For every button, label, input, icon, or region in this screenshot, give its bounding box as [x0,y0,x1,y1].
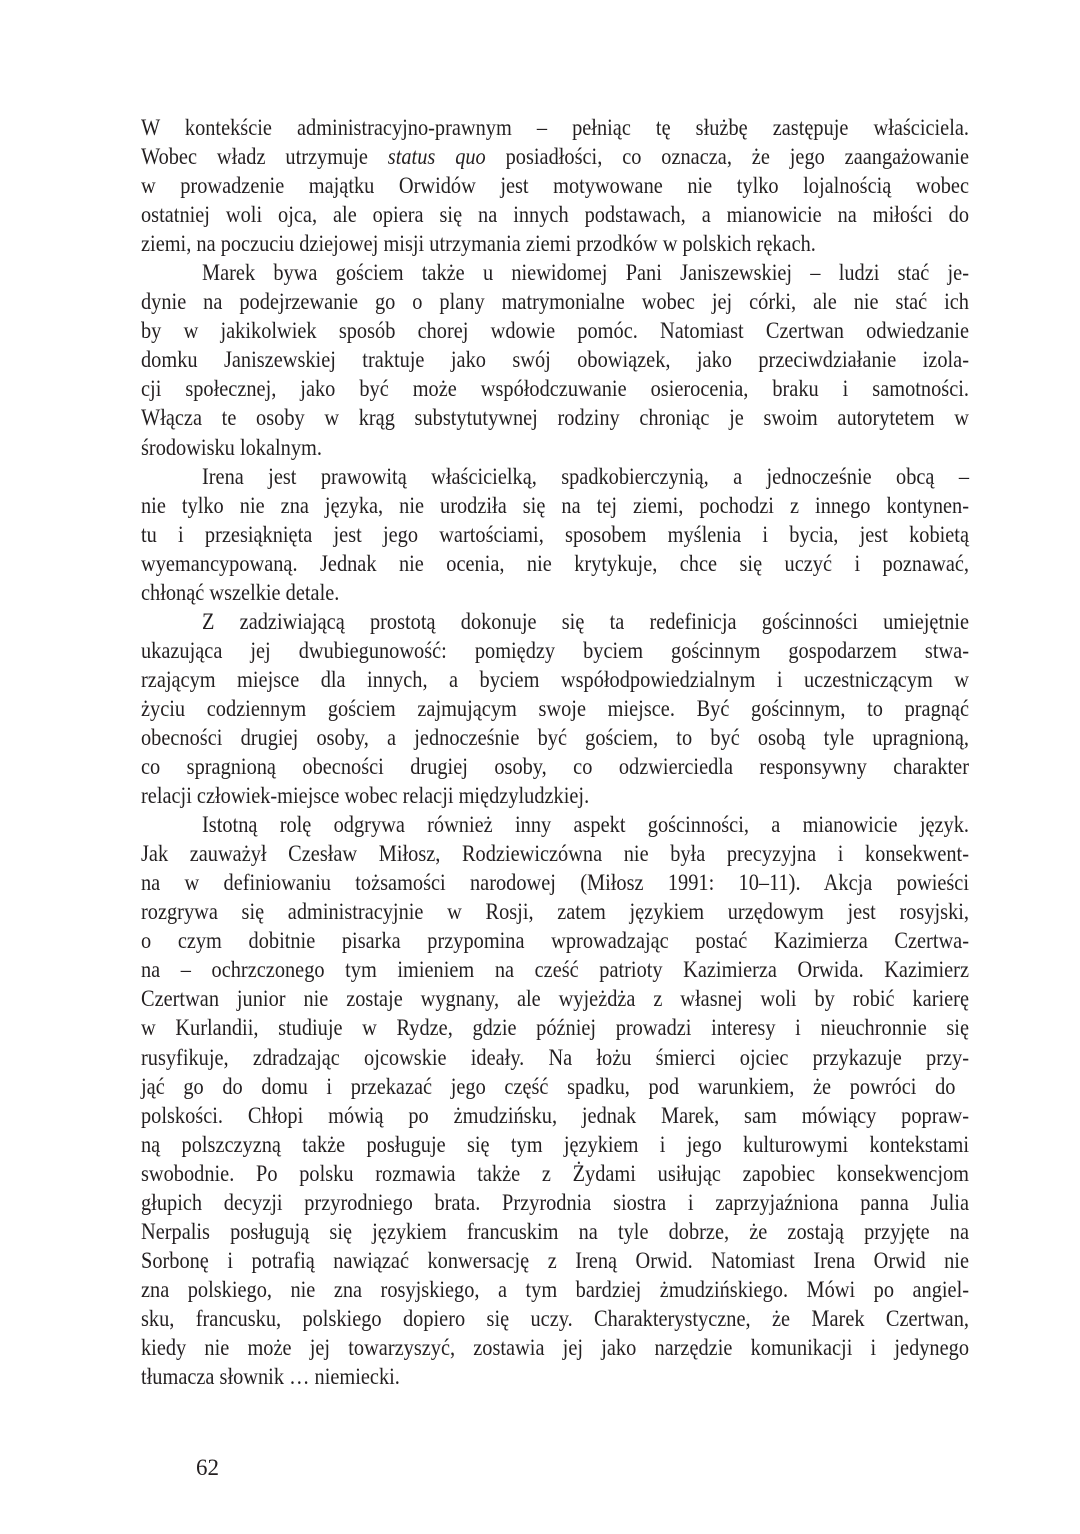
text-line: ną polszczyzną także posługuje się tym językiem i jego kulturowymi kontekstami [141,1131,970,1157]
text-line: cji społecznej, jako być może współodczuwanie osierocenia, braku i samotności. [141,376,970,402]
text-line: swobodnie. Po polsku rozmawia także z Żydami usiłując zapobiec konsekwencjom [141,1160,970,1186]
text-line: w Kurlandii, studiuje w Rydze, gdzie później prowadzi interesy i nieuchronnie się [141,1015,970,1041]
text-line: życiu codziennym gościem zajmującym swoje miejsce. Być gościnnym, to pragnąć [141,695,970,721]
paragraph [141,462,969,607]
text-line: Jak zauważył Czesław Miłosz, Rodziewiczówna nie była precyzyjna i konsekwent- [141,841,970,867]
text-line: Marek bywa gościem także u niewidomej Pani Janiszewskiej – ludzi stać je- [202,260,969,286]
text-line: w prowadzenie majątku Orwidów jest motywowane nie tylko lojalnością wobec [141,173,970,199]
text-line: kiedy nie może jej towarzyszyć, zostawia jej jako narzędzie komunikacji i jedynego [141,1334,970,1360]
text-line: domku Janiszewskiej traktuje jako swój obowiązek, jako przeciwdziałanie izola- [141,347,970,373]
paragraph [141,810,969,1391]
text-line: W kontekście administracyjno-prawnym – pełniąc tę służbę zastępuje właściciela. [141,115,970,140]
paragraph [141,258,969,461]
text-line: środowisku lokalnym. [141,434,322,460]
text-line: zna polskiego, nie zna rosyjskiego, a tym bardziej żmudzińskiego. Mówi po angiel- [141,1276,970,1302]
text-line: tu i przesiąknięta jest jego wartościami, sposobem myślenia i bycia, jest kobietą [141,521,970,547]
text-line: Istotną rolę odgrywa również inny aspekt gościnności, a mianowicie język. [202,812,970,838]
paragraph [141,113,969,258]
text-line: ziemi, na poczuciu dziejowej misji utrzymania ziemi przodków w polskich rękach. [141,231,816,257]
text-line: na w definiowaniu tożsamości narodowej (Miłosz 1991: 10–11). Akcja powieści [141,870,970,896]
text-line: wyemancypowaną. Jednak nie ocenia, nie krytykuje, chce się uczyć i poznawać, [141,550,970,576]
text-line: relacji człowiek-miejsce wobec relacji międzyludzkiej. [141,783,590,809]
text-line: nie tylko nie zna języka, nie urodziła się na tej ziemi, pochodzi z innego kontynen- [141,492,970,518]
text-line: dynie na podejrzewanie go o plany matrymonialne wobec jej córki, ale nie stać ich [141,289,970,315]
text-line: obecności drugiej osoby, a jednocześnie być gościem, to być osobą tyle upragnioną, [141,724,970,750]
text-line: tłumacza słownik … niemiecki. [141,1364,400,1390]
text-line: sku, francusku, polskiego dopiero się uczy. Charakterystyczne, że Marek Czertwan, [141,1305,970,1331]
text-line: Irena jest prawowitą właścicielką, spadkobierczynią, a jednocześnie obcą – [202,463,970,489]
text-line: co spragnioną obecności drugiej osoby, co odzwierciedla responsywny charakter [141,754,970,780]
text-line: Z zadziwiającą prostotą dokonuje się ta redefinicja gościnności umiejętnie [202,608,970,634]
text-line: Czertwan junior nie zostaje wygnany, ale wyjeżdża z własnej woli by robić karierę [141,986,970,1012]
text-line: ukazująca jej dwubiegunowość: pomiędzy byciem gościnnym gospodarzem stwa- [141,637,970,663]
text-line: rozgrywa się administracyjnie w Rosji, zatem językiem urzędowym jest rosyjski, [141,899,970,925]
text-line: na – ochrzczonego tym imieniem na cześć patrioty Kazimierza Orwida. Kazimierz [141,957,970,983]
text-line: rzającym miejsce dla innych, a byciem współodpowiedzialnym i uczestniczącym w [141,666,970,692]
page-body [141,113,969,1391]
text-line: Nerpalis posługują się językiem francuskim na tyle dobrze, że zostają przyjęte na [141,1218,970,1244]
paragraph [141,607,969,810]
text-line: Włącza te osoby w krąg substytutywnej rodziny chroniąc je swoim autorytetem w [141,405,970,431]
text-line: o czym dobitnie pisarka przypomina wprowadzając postać Kazimierza Czertwa- [141,928,970,954]
text-line: by w jakikolwiek sposób chorej wdowie pomóc. Natomiast Czertwan odwiedzanie [141,318,970,344]
text-line: Sorbonę i potrafią nawiązać konwersację z Ireną Orwid. Natomiast Irena Orwid nie [141,1247,970,1273]
page-number: 62 [196,1455,219,1480]
text-line: polskości. Chłopi mówią po żmudzińsku, jednak Marek, sam mówiący popraw- [141,1102,970,1128]
text-line: jąć go do domu i przekazać jego część spadku, pod warunkiem, że powróci do [141,1073,956,1099]
text-line: głupich decyzji przyrodniego brata. Przyrodnia siostra i zaprzyjaźniona panna Julia [141,1189,970,1215]
text-line: ostatniej woli ojca, ale opiera się na innych podstawach, a mianowicie na miłości do [141,202,970,228]
text-line: rusyfikuje, zdradzając ojcowskie ideały. Na łożu śmierci ojciec przykazuje przy- [141,1044,970,1070]
text-line: Wobec władz utrzymuje status quo posiadłości, co oznacza, że jego zaangażowanie [141,144,970,170]
text-line: chłonąć wszelkie detale. [141,579,340,605]
italic-term: status quo [387,144,486,170]
